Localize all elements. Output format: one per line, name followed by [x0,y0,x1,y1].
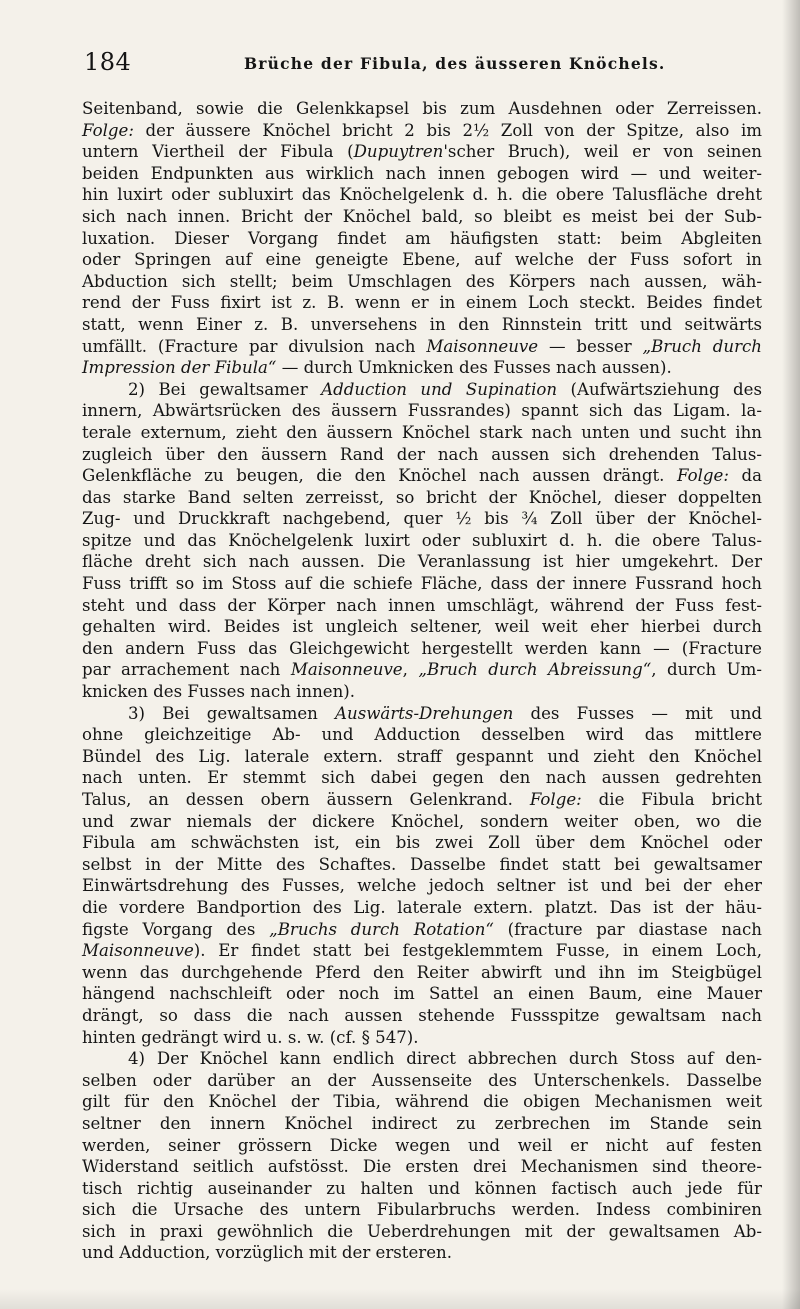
text-run: (fracture par diastase nach [493,919,762,939]
italic-text: Folge: [677,466,729,486]
text-run: Widerstand seitlich aufstösst. Die ersten drei Mechanismen sind theore- [82,1157,762,1177]
text-line [82,573,762,595]
italic-text: Folge: [529,790,582,809]
italic-text: „Bruchs durch Rotation“ [269,919,494,939]
text-run: hängend nachschleift oder noch im Sattel an einen Baum, eine Mauer [82,984,762,1004]
text-line [82,551,762,573]
body-text [82,98,762,1264]
text-line [82,1005,762,1027]
italic-text: Dupuytren [353,142,444,162]
text-line [82,379,762,401]
text-line [82,120,762,142]
text-run: Fibula am schwächsten ist, ein bis zwei Zoll über dem Knöchel oder [82,833,762,853]
italic-text: Auswärts-Drehungen [335,703,514,723]
text-line [82,1178,762,1200]
text-run: ohne gleichzeitige Ab- und Adduction desselben wird das mittlere [82,725,762,745]
text-run: den andern Fuss das Gleichgewicht hergestellt werden kann — (Fracture [82,638,762,658]
text-line [82,638,762,660]
text-run: oder Springen auf eine geneigte Ebene, auf welche der Fuss sofort in [82,250,762,270]
text-run: untern Viertheil der Fibula ( [82,142,354,162]
text-run: innern, Abwärtsrücken des äussern Fussrandes) spannt sich das Ligam. la- [82,401,762,421]
text-line [82,724,762,746]
text-line [82,400,762,422]
text-run: Fuss trifft so im Stoss auf die schiefe Fläche, dass der innere Fussrand hoch [82,574,762,594]
text-run: seltner den innern Knöchel indirect zu zerbrechen im Stande sein [82,1113,762,1133]
text-line [82,336,762,358]
text-run: sich in praxi gewöhnlich die Ueberdrehungen mit der gewaltsamen Ab- [82,1221,762,1241]
text-run: knicken des Fusses nach innen). [82,682,356,702]
text-line [82,919,762,941]
text-run: Talus, an dessen obern äussern Gelenkrand. [82,790,530,809]
text-run: Seitenband, sowie die Gelenkkapsel bis zum Ausdehnen oder Zerreissen. [82,99,762,118]
text-line [82,703,762,725]
text-line [82,184,762,206]
italic-text: Impression der Fibula“ [82,358,277,378]
text-line [82,789,762,811]
text-run: 3) Bei gewaltsamen [128,703,336,723]
text-line [82,422,762,444]
text-line [82,314,762,336]
text-line [82,832,762,854]
text-run: zugleich über den äussern Rand der nach aussen sich drehenden Talus- [82,444,762,464]
text-run: — durch Umknicken des Fusses nach aussen). [276,358,672,378]
text-line [82,1070,762,1092]
text-line [82,487,762,509]
text-run: die vordere Bandportion des Lig. laterale extern. platzt. Das ist der häu- [82,897,762,917]
text-line [82,292,762,314]
text-run: 'scher Bruch), weil er von seinen [443,142,762,162]
text-line [82,271,762,293]
text-line [82,983,762,1005]
page-bottom-shadow [0,1289,800,1309]
text-line [82,659,762,681]
text-run: da [728,466,762,486]
text-line [82,530,762,552]
running-head [84,48,760,76]
text-run: terale externum, zieht den äussern Knöchel stark nach unten und sucht ihn [82,422,762,442]
text-run: wenn das durchgehende Pferd den Reiter abwirft und ihn im Steigbügel [82,962,762,982]
text-run: 2) Bei gewaltsamer [128,379,322,399]
italic-text: Adduction und Supination [321,379,558,399]
text-run: werden, seiner grössern Dicke wegen und weil er nicht auf festen [82,1135,762,1155]
text-line [82,508,762,530]
text-line [82,249,762,271]
text-run: hin luxirt oder subluxirt das Knöchelgelenk d. h. die obere Talusfläche dreht [82,185,762,205]
text-line [82,1221,762,1243]
running-title: Brüche der Fibula, des äusseren Knöchels. [244,54,666,73]
text-line [82,206,762,228]
text-line [82,595,762,617]
text-line [82,811,762,833]
italic-text: Maisonneuve [426,336,539,356]
text-line [82,875,762,897]
text-run: — besser [538,336,643,356]
italic-text: „Bruch durch Abreissung“ [418,660,652,680]
text-run: Zug- und Druckkraft nachgebend, quer ½ bis ¾ Zoll über der Knöchel- [82,509,762,529]
text-line [82,1156,762,1178]
text-run: der äussere Knöchel bricht 2 bis 2½ Zoll von der Spitze, also im [133,120,762,140]
text-line [82,767,762,789]
text-run: tisch richtig auseinander zu halten und können factisch auch jede für [82,1178,762,1198]
text-line [82,854,762,876]
text-run: (Aufwärtsziehung des [557,379,763,399]
text-line [82,962,762,984]
text-run: drängt, so dass die nach aussen stehende Fussspitze gewaltsam nach [82,1005,762,1025]
text-run: luxation. Dieser Vorgang findet am häufigsten statt: beim Abgleiten [82,228,762,248]
text-run: steht und dass der Körper nach innen umschlägt, während der Fuss fest- [82,595,762,615]
text-line [82,1199,762,1221]
italic-text: Folge: [82,120,134,140]
text-run: , [402,660,419,680]
text-line [82,444,762,466]
text-line [82,1113,762,1135]
text-run: sich nach innen. Bricht der Knöchel bald, so bleibt es meist bei der Sub- [82,206,762,226]
text-run: nach unten. Er stemmt sich dabei gegen den nach aussen gedrehten [82,768,762,788]
text-run: sich die Ursache des untern Fibularbruchs werden. Indess combiniren [82,1200,762,1220]
text-run: , durch Um- [651,660,763,680]
text-run: das starke Band selten zerreisst, so bricht der Knöchel, dieser doppelten [82,487,762,507]
text-line [82,1048,762,1070]
text-line [82,141,762,163]
text-run: 4) Der Knöchel kann endlich direct abbrechen durch Stoss auf den- [128,1049,762,1069]
text-run: beiden Endpunkten aus wirklich nach innen gebogen wird — und weiter- [82,163,762,183]
text-run: gilt für den Knöchel der Tibia, während die obigen Mechanismen weit [82,1092,762,1112]
text-run: hinten gedrängt wird u. s. w. (cf. § 547). [82,1027,419,1047]
text-run: selben oder darüber an der Aussenseite des Unterschenkels. Dasselbe [82,1070,762,1090]
page-number: 184 [84,48,132,76]
text-line [82,98,762,120]
text-run: par arrachement nach [82,660,291,680]
text-run: selbst in der Mitte des Schaftes. Dasselbe findet statt bei gewaltsamer [82,854,762,874]
text-line [82,163,762,185]
text-run: des Fusses — mit und [513,703,763,723]
text-run: statt, wenn Einer z. B. unversehens in den Rinnstein tritt und seitwärts [82,314,762,334]
text-line [82,228,762,250]
text-run: Einwärtsdrehung des Fusses, welche jedoch seltner ist und bei der eher [82,876,762,896]
text-line [82,1242,762,1264]
text-line [82,616,762,638]
text-line [82,940,762,962]
text-run: die Fibula bricht [581,790,763,809]
text-run: und Adduction, vorzüglich mit der ersteren. [82,1243,453,1263]
text-line [82,465,762,487]
text-run: fläche dreht sich nach aussen. Die Veranlassung ist hier umgekehrt. Der [82,552,762,572]
italic-text: Maisonneuve [290,660,403,680]
text-line [82,746,762,768]
text-line [82,1135,762,1157]
text-run: spitze und das Knöchelgelenk luxirt oder subluxirt d. h. die obere Talus- [82,530,762,550]
text-run: figste Vorgang des [82,919,270,939]
text-run: rend der Fuss fixirt ist z. B. wenn er in einem Loch steckt. Beides findet [82,293,762,313]
text-line [82,681,762,703]
text-line [82,1091,762,1113]
text-run: Gelenkfläche zu beugen, die den Knöchel nach aussen drängt. [82,466,677,486]
text-run: Bündel des Lig. laterale extern. straff gespannt und zieht den Knöchel [82,746,762,766]
text-run: ). Er findet statt bei festgeklemmtem Fusse, in einem Loch, [193,941,762,961]
italic-text: „Bruch durch [642,336,762,356]
text-line [82,1027,762,1049]
text-run: umfällt. (Fracture par divulsion nach [82,336,427,356]
page-edge-shadow [782,0,800,1309]
text-run: Abduction sich stellt; beim Umschlagen des Körpers nach aussen, wäh- [82,271,762,291]
text-line [82,897,762,919]
text-line [82,357,762,379]
text-run: und zwar niemals der dickere Knöchel, sondern weiter oben, wo die [82,811,762,831]
italic-text: Maisonneuve [82,941,194,961]
text-run: gehalten wird. Beides ist ungleich seltener, weil weit eher hierbei durch [82,617,762,637]
